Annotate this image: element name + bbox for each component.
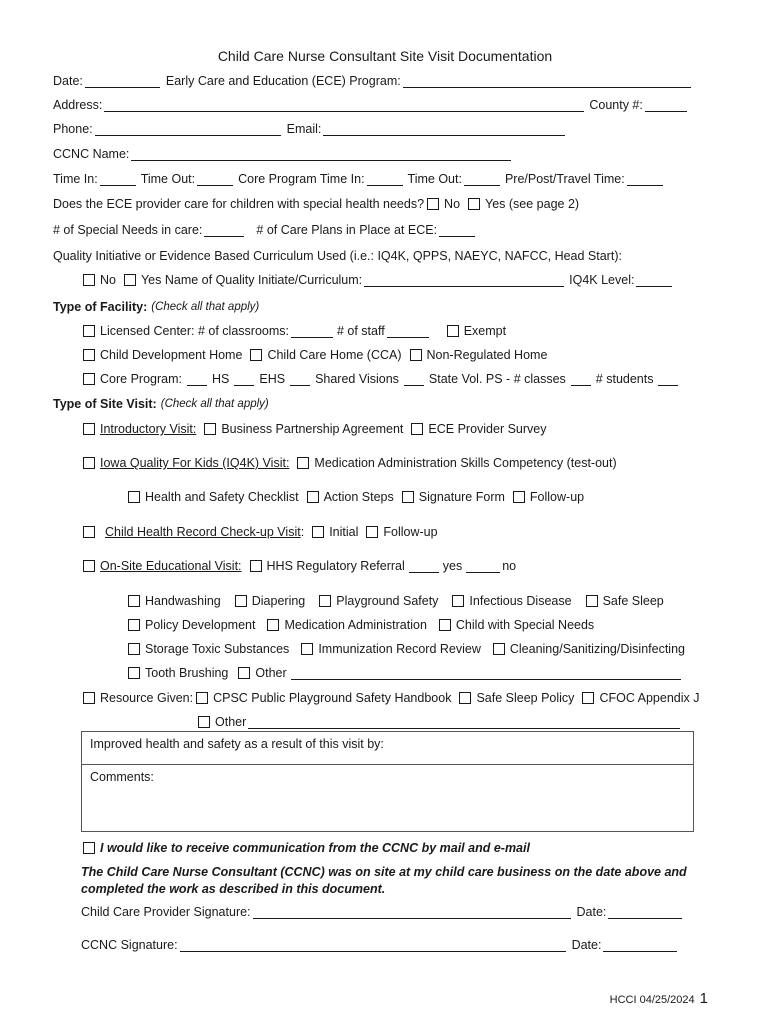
quality-yes-label: Yes Name of Quality Initiate/Curriculum: [140,273,363,287]
phone-email-row [53,121,567,137]
cleaning-label: Cleaning/Sanitizing/Disinfecting [509,642,685,656]
provider-signature-field[interactable] [253,906,571,919]
playground-checkbox[interactable] [319,595,331,607]
svps-field[interactable] [404,373,424,386]
iq4k-level-field[interactable] [636,274,672,287]
classes-field[interactable] [571,373,591,386]
special-needs-question: Does the ECE provider care for children with special health needs? [53,197,425,211]
students-field[interactable] [658,373,678,386]
onsite-visit-row [83,558,516,574]
medadmin-checkbox[interactable] [267,619,279,631]
facility-home-row [83,347,555,363]
infectious-label: Infectious Disease [469,594,572,608]
core-program-checkbox[interactable] [83,373,95,385]
resource-given-label: Resource Given: [100,691,194,705]
comments-label: Comments: [90,770,154,784]
address-field[interactable] [104,99,584,112]
comments-box[interactable] [81,764,694,832]
cdh-label: Child Development Home [100,348,243,362]
iq4k-visit-checkbox[interactable] [83,457,95,469]
ccnc-name-row [53,146,513,162]
address-label: Address: [53,98,103,112]
sigform-label: Signature Form [418,490,505,504]
bpa-checkbox[interactable] [204,423,216,435]
special-needs-topic-checkbox[interactable] [439,619,451,631]
hs-field[interactable] [187,373,207,386]
communication-checkbox[interactable] [83,842,95,854]
quality-question: Quality Initiative or Evidence Based Curriculum Used (i.e.: IQ4K, QPPS, NAEYC, NAFCC, Head Start): [53,249,622,263]
resource-other-row [198,714,682,730]
special-needs-yes-label: Yes (see page 2) [485,197,580,211]
quality-row [83,272,674,288]
handwashing-label: Handwashing [145,594,221,608]
topics-row-2 [128,617,602,633]
footer [610,990,708,1007]
resource-given-checkbox[interactable] [83,692,95,704]
cfoc-checkbox[interactable] [582,692,594,704]
policy-checkbox[interactable] [128,619,140,631]
playground-label: Playground Safety [336,594,439,608]
infectious-checkbox[interactable] [452,595,464,607]
cleaning-checkbox[interactable] [493,643,505,655]
other-topic-field[interactable] [291,667,681,680]
topics-row-3 [128,641,693,657]
followup-checkbox[interactable] [513,491,525,503]
exempt-label: Exempt [463,324,507,338]
staff-label: # of staff [336,324,385,338]
medadmin-label: Medication Administration [284,618,427,632]
core-time-out-label: Time Out: [407,172,462,186]
time-row [53,171,665,187]
hhs-referral-checkbox[interactable] [250,560,262,572]
provider-signature-row [81,904,684,920]
date-label: Date: [53,74,83,88]
visit-heading-row [53,396,269,412]
improved-label: Improved health and safety as a result of this visit by: [90,737,384,751]
hsc-checkbox[interactable] [128,491,140,503]
visit-heading: Type of Site Visit: [53,397,157,411]
cfoc-label: CFOC Appendix J [599,691,700,705]
provider-date-label: Date: [576,905,607,919]
action-steps-checkbox[interactable] [307,491,319,503]
bpa-label: Business Partnership Agreement [221,422,404,436]
hhs-no-label: no [502,559,517,573]
chr-visit-label: Child Health Record Check-up Visit [105,525,301,539]
care-plans-label: # of Care Plans in Place at ECE: [256,223,438,237]
page-title: Child Care Nurse Consultant Site Visit Documentation [217,48,553,64]
sv-field[interactable] [290,373,310,386]
iq4k-visit-row [83,455,625,471]
exempt-checkbox[interactable] [447,325,459,337]
phone-label: Phone: [53,122,93,136]
iq4k-sub-row [128,489,592,505]
classrooms-field[interactable] [291,325,333,338]
core-program-label: Core Program: [100,372,182,386]
ccnc-name-field[interactable] [131,148,511,161]
phone-field[interactable] [95,123,281,136]
ccnc-date-field[interactable] [603,939,677,952]
diapering-checkbox[interactable] [235,595,247,607]
survey-label: ECE Provider Survey [428,422,547,436]
initial-checkbox[interactable] [312,526,324,538]
email-label: Email: [286,122,322,136]
ehs-field[interactable] [234,373,254,386]
students-label: # students [595,372,654,386]
communication-label: I would like to receive communication from the CCNC by mail and e-mail [100,841,530,855]
tooth-label: Tooth Brushing [145,666,229,680]
date-program-row [53,73,693,89]
resource-other-field[interactable] [248,716,680,729]
ccnc-signature-field[interactable] [180,939,566,952]
travel-time-field[interactable] [627,173,663,186]
curriculum-name-field[interactable] [364,274,564,287]
storage-label: Storage Toxic Substances [145,642,290,656]
hs-label: HS [211,372,230,386]
ccnc-statement: The Child Care Nurse Consultant (CCNC) was on site at my child care business on the date above and completed the work as described in this document. [81,865,687,896]
safesleep-label: Safe Sleep [602,594,664,608]
licensed-center-checkbox[interactable] [83,325,95,337]
resource-other-label: Other [215,715,247,729]
onsite-visit-label: On-Site Educational Visit: [100,559,242,573]
immunization-label: Immunization Record Review [318,642,481,656]
quality-no-label: No [100,273,116,287]
time-in-field[interactable] [100,173,136,186]
special-needs-count-label: # of Special Needs in care: [53,223,203,237]
staff-field[interactable] [387,325,429,338]
core-time-in-label: Core Program Time In: [238,172,365,186]
core-time-out-field[interactable] [464,173,500,186]
quality-no-checkbox[interactable] [83,274,95,286]
storage-checkbox[interactable] [128,643,140,655]
improved-box[interactable] [81,731,694,765]
intro-visit-checkbox[interactable] [83,423,95,435]
other-topic-label: Other [255,666,287,680]
special-needs-count-row [53,222,477,238]
hsc-label: Health and Safety Checklist [145,490,299,504]
tooth-checkbox[interactable] [128,667,140,679]
county-label: County #: [589,98,643,112]
ccnc-name-label: CCNC Name: [53,147,130,161]
intro-visit-label: Introductory Visit: [100,422,197,436]
medcomp-checkbox[interactable] [297,457,309,469]
cch-label: Child Care Home (CCA) [267,348,402,362]
intro-visit-row [83,421,555,437]
immunization-checkbox[interactable] [301,643,313,655]
facility-licensed-row [83,323,514,339]
cpsc-label: CPSC Public Playground Safety Handbook [213,691,452,705]
core-time-in-field[interactable] [367,173,403,186]
care-plans-field[interactable] [439,224,475,237]
time-out-field[interactable] [197,173,233,186]
topics-row-4 [128,665,683,681]
hhs-no-field[interactable] [466,560,500,573]
handwashing-checkbox[interactable] [128,595,140,607]
cch-checkbox[interactable] [250,349,262,361]
page-number: 1 [699,990,708,1007]
nonreg-label: Non-Regulated Home [426,348,548,362]
iq4k-visit-label: Iowa Quality For Kids (IQ4K) Visit: [100,456,290,470]
provider-date-field[interactable] [608,906,682,919]
special-needs-yes-checkbox[interactable] [468,198,480,210]
date-field[interactable] [85,75,160,88]
program-label: Early Care and Education (ECE) Program: [165,74,401,88]
followup2-label: Follow-up [383,525,438,539]
special-needs-no-checkbox[interactable] [427,198,439,210]
hhs-yes-label: yes [442,559,463,573]
special-needs-no-label: No [444,197,461,211]
facility-heading: Type of Facility: [53,300,148,314]
visit-note: (Check all that apply) [160,398,269,410]
cpsc-checkbox[interactable] [196,692,208,704]
medcomp-label: Medication Administration Skills Competency (test-out) [314,456,617,470]
policy-label: Policy Development [145,618,256,632]
time-in-label: Time In: [53,172,98,186]
followup-label: Follow-up [529,490,585,504]
svps-label: State Vol. PS - # classes [428,372,566,386]
diapering-label: Diapering [251,594,306,608]
sigform-checkbox[interactable] [402,491,414,503]
chr-visit-checkbox[interactable] [83,526,95,538]
ccnc-date-label: Date: [571,938,602,952]
facility-note: (Check all that apply) [151,301,260,313]
action-steps-label: Action Steps [323,490,394,504]
communication-row [83,840,538,856]
chr-visit-colon: : [300,525,305,539]
address-row [53,97,689,113]
footer-code: HCCI 04/25/2024 [609,994,695,1006]
resource-other-checkbox[interactable] [198,716,210,728]
iq4k-level-label: IQ4K Level: [569,273,635,287]
initial-label: Initial [329,525,359,539]
provider-signature-label: Child Care Provider Signature: [81,905,251,919]
followup2-checkbox[interactable] [366,526,378,538]
sspolicy-label: Safe Sleep Policy [476,691,575,705]
time-out-label: Time Out: [140,172,196,186]
licensed-center-label: Licensed Center: # of classrooms: [100,324,289,338]
special-needs-count-field[interactable] [204,224,244,237]
facility-heading-row [53,299,259,315]
ccnc-signature-label: CCNC Signature: [81,938,178,952]
cdh-checkbox[interactable] [83,349,95,361]
hhs-referral-label: HHS Regulatory Referral [266,559,405,573]
safesleep-checkbox[interactable] [586,595,598,607]
resource-row [83,690,707,706]
ccnc-signature-row [81,937,679,953]
county-field[interactable] [645,99,687,112]
quality-yes-checkbox[interactable] [124,274,136,286]
facility-core-row [83,371,680,387]
special-needs-row [53,196,587,212]
ehs-label: EHS [259,372,286,386]
special-needs-topic-label: Child with Special Needs [455,618,595,632]
other-topic-checkbox[interactable] [238,667,250,679]
nonreg-checkbox[interactable] [410,349,422,361]
program-field[interactable] [403,75,691,88]
survey-checkbox[interactable] [411,423,423,435]
email-field[interactable] [323,123,565,136]
chr-visit-row [83,524,446,540]
travel-time-label: Pre/Post/Travel Time: [504,172,625,186]
onsite-visit-checkbox[interactable] [83,560,95,572]
hhs-yes-field[interactable] [409,560,439,573]
sspolicy-checkbox[interactable] [459,692,471,704]
sv-label: Shared Visions [315,372,399,386]
topics-row-1 [128,593,672,609]
